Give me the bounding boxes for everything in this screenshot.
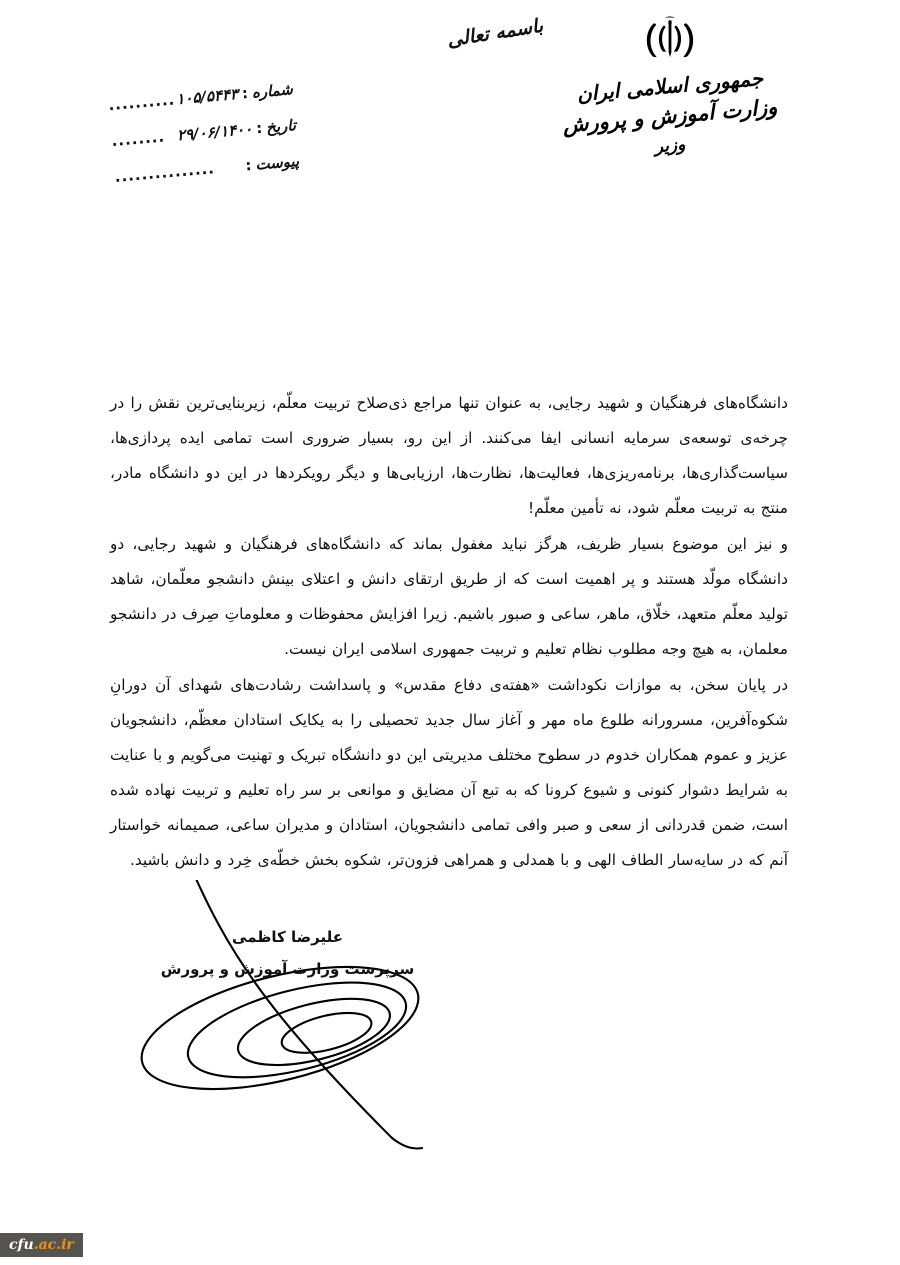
watermark-prefix: cfu (9, 1237, 34, 1253)
letterhead-role: وزیر (653, 134, 687, 158)
letterhead (545, 14, 795, 156)
body-paragraph: و نیز این موضوع بسیار ظریف، هرگز نباید مغفول بماند که دانشگاه‌های فرهنگیان و شهید رجایی، دو دانشگاه مولّد هستند و پر اهمیت است که از طریق ارتقای دانش و اعتلای بینش دانشجو معلّمان، شاهد تولید معلّم متعهد، خلّاق، ماهر، ساعی و صبور باشیم. زیرا افزایش محفوظات و معلوماتِ صِرف در دانشجو معلمان، به هیچ وجه مطلوب نظام تعلیم و تربیت جمهوری اسلامی ایران نیست. (110, 535, 788, 658)
meta-dots-attachment: ............... (113, 159, 216, 186)
basmala-heading: باسمه تعالی (445, 14, 545, 52)
signature-text (130, 928, 445, 978)
meta-colon-attachment: : (244, 156, 253, 175)
meta-value-number: ۱۰۵/۵۴۴۳ (175, 84, 239, 109)
meta-label-number: شماره (251, 80, 294, 102)
watermark-suffix: .ac.ir (33, 1237, 74, 1253)
meta-value-date: ۲۹/۰۶/۱۴۰۰ (176, 119, 253, 145)
meta-colon-number: : (241, 84, 249, 103)
meta-dots-number: .......... (107, 90, 176, 115)
letterhead-ministry: وزارت آموزش و پرورش (561, 94, 779, 138)
meta-colon-date: : (255, 118, 263, 138)
signatory-name: علیرضا کاظمی (232, 928, 343, 946)
site-watermark (0, 1233, 83, 1257)
meta-dots-date: ........ (110, 127, 166, 151)
body-paragraph: دانشگاه‌های فرهنگیان و شهید رجایی، به عنوان تنها مراجع ذی‌صلاح تربیت معلّم، زیربنایی‌ترین نقش را در چرخه‌ی توسعه‌ی سرمایه انسانی ایفا می‌کنند. از این رو، بسیار ضروری است تمامی ایده پردازی‌ها، سیاست‌گذاری‌ها، برنامه‌ریزی‌ها، فعالیت‌ها، نظارت‌ها، ارزیابی‌ها و دیگر رویکردها در این دو دانشگاه مادر، منتج به تربیت معلّم شود، نه تأمین معلّم! (110, 394, 788, 517)
letter-meta (108, 80, 302, 204)
handwritten-signature-icon (130, 880, 460, 1170)
meta-label-date: تاریخ (265, 116, 297, 137)
signature-block (130, 880, 445, 1180)
letter-body (110, 386, 788, 879)
body-paragraph: در پایان سخن، به موازات نکوداشت «هفته‌ی دفاع مقدس» و پاسداشت رشادت‌های شهدای آن دورانِ شکوه‌آفرین، مسرورانه طلوع ماه مهر و آغاز سال جدید تحصیلی را به یکایک استادان معظّم، دانشجویان عزیز و عموم همکاران خدوم در سطوح مختلف مدیریتی این دو دانشگاه تبریک و تهنیت می‌گویم و با عنایت به شرایط دشوار کنونی و شیوع کرونا که به تبع آن مضایق و موانعی بر سر راه تعلیم و تربیت نهاده شده است، ضمن قدردانی از سعی و صبر وافی تمامی دانشجویان، استادان و مدیران ساعی، صمیمانه خواستار آنم که در سایه‌سار الطاف الهی و با همدلی و همراهی فزون‌تر، شکوه بخش خطّه‌ی خِرد و دانش باشید. (110, 676, 788, 869)
letterhead-country: جمهوری اسلامی ایران (575, 65, 765, 107)
signatory-title: سرپرست وزارت آموزش و پرورش (160, 960, 415, 978)
iran-emblem-icon (641, 14, 699, 68)
meta-label-attachment: پیوست (254, 151, 300, 174)
